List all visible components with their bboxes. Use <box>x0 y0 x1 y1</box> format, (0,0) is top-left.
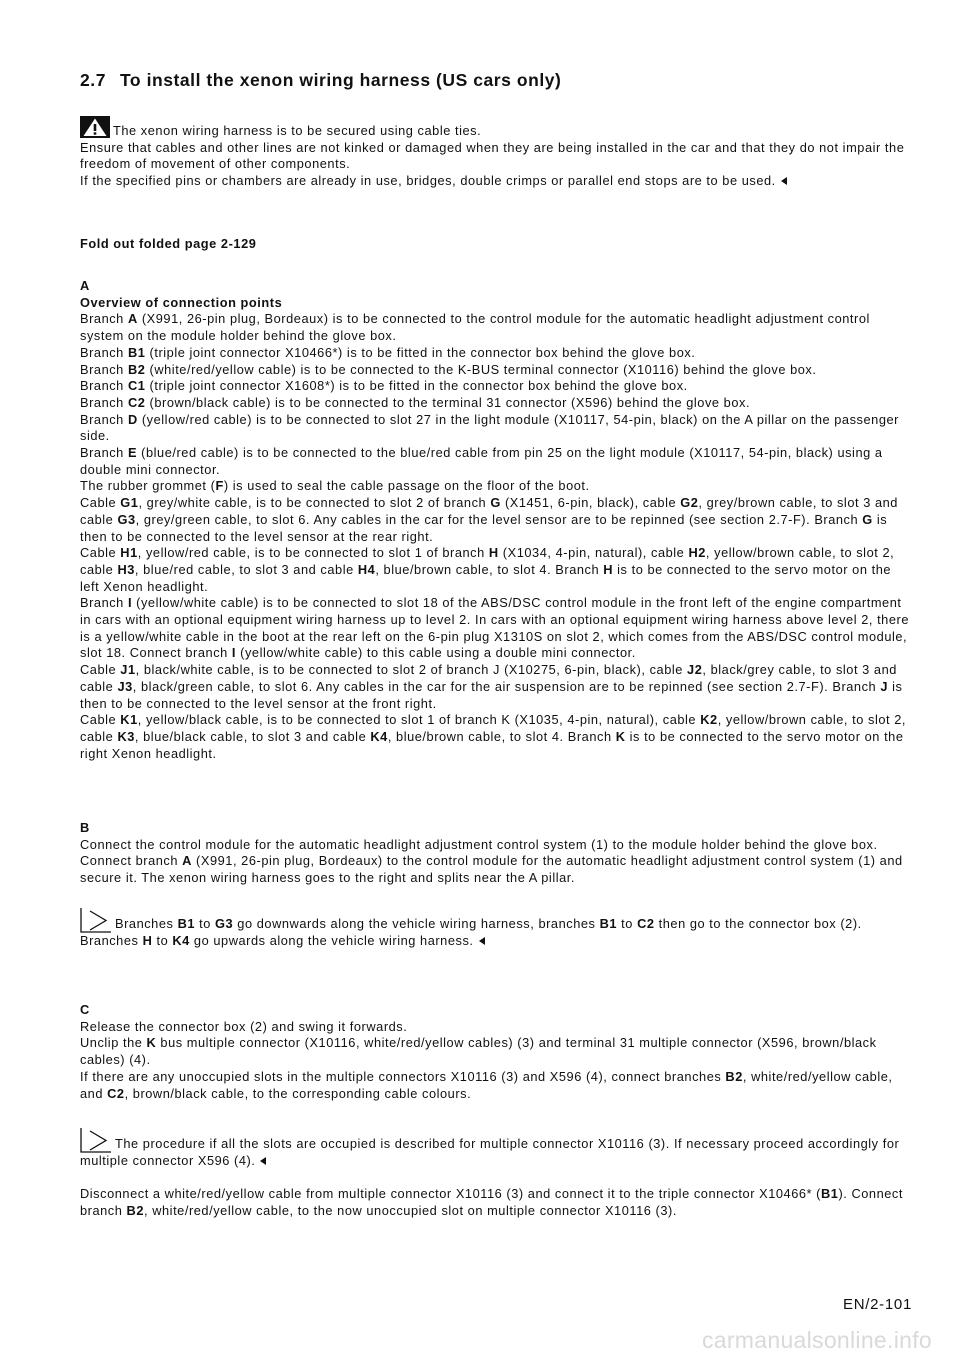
bold-reference: K <box>615 728 626 744</box>
section-title <box>80 70 561 91</box>
bold-reference: B1 <box>599 916 618 931</box>
bold-reference: B1 <box>820 1186 839 1201</box>
warning-line-2: Ensure that cables and other lines are not kinked or damaged when they are being installed in the car and that they do not impair the freedom of movement of other components. <box>80 139 905 172</box>
body-paragraph: Unclip the K bus multiple connector (X10116, white/red/yellow cables) (3) and terminal 31 multiple connector (X596, brown/black cables) (4). <box>80 1035 877 1068</box>
bold-reference: K1 <box>120 712 138 728</box>
body-paragraph: Branch B2 (white/red/yellow cable) is to be connected to the K-BUS terminal connector (X10116) behind the glove box. <box>80 361 817 377</box>
bold-reference: B2 <box>725 1068 743 1084</box>
note-block-2 <box>80 1127 910 1170</box>
body-paragraph: If there are any unoccupied slots in the multiple connectors X10116 (3) and X596 (4), connect branches B2, white/red/yellow cable, and C2, brown/black cable, to the corresponding cable colours. <box>80 1068 893 1101</box>
bold-reference: I <box>127 595 133 611</box>
warning-line-1: The xenon wiring harness is to be secured using cable ties. <box>80 116 910 140</box>
bold-reference: H1 <box>120 545 138 561</box>
section-c <box>80 1002 910 1102</box>
bold-reference: K2 <box>700 712 718 728</box>
warning-triangle-icon <box>80 116 110 138</box>
bold-reference: C1 <box>127 378 146 394</box>
bold-reference: H <box>142 933 153 948</box>
body-paragraph: Branch C1 (triple joint connector X1608*) is to be fitted in the connector box behind the glove box. <box>80 378 688 394</box>
bold-reference: B2 <box>127 361 146 377</box>
body-paragraph: Branch D (yellow/red cable) is to be connected to slot 27 in the light module (X10117, 54-pin, black) on the A pillar on the passenger side. <box>80 411 899 444</box>
bold-reference: B2 <box>126 1202 145 1218</box>
bold-reference: I <box>231 645 237 661</box>
bold-reference: A <box>182 853 192 869</box>
body-paragraph: Branch A (X991, 26-pin plug, Bordeaux) is to be connected to the control module for the automatic headlight adjustment control system on the module holder behind the glove box. <box>80 311 870 344</box>
foldout-reference: Fold out folded page 2-129 <box>80 236 257 251</box>
bold-reference: K3 <box>117 728 135 744</box>
bold-reference: E <box>127 445 138 461</box>
section-a-heading: Overview of connection points <box>80 294 283 310</box>
body-paragraph: Cable H1, yellow/red cable, is to be connected to slot 1 of branch H (X1034, 4-pin, natural), cable H2, yellow/brown cable, to slot 2, cable H3, blue/red cable, to slot 3 and cable H4, blue/brown cable, to slot 4. Branch H is to be connected to the servo motor on the left Xenon headlight. <box>80 545 895 594</box>
bold-reference: K4 <box>370 728 388 744</box>
body-paragraph: Branch C2 (brown/black cable) is to be connected to the terminal 31 connector (X596) behind the glove box. <box>80 394 751 410</box>
bold-reference: G1 <box>120 495 139 511</box>
body-paragraph: Branch E (blue/red cable) is to be connected to the blue/red cable from pin 25 on the light module (X10117, 54-pin, black) using a double mini connector. <box>80 445 883 477</box>
bold-reference: H <box>488 545 499 561</box>
note-arrow-icon <box>80 1127 112 1153</box>
section-b <box>80 820 910 887</box>
bold-reference: A <box>127 311 138 327</box>
bold-reference: H2 <box>688 545 706 561</box>
body-paragraph: The rubber grommet (F) is used to seal the cable passage on the floor of the boot. <box>80 478 590 494</box>
warning-block <box>80 116 910 190</box>
bold-reference: K4 <box>172 933 190 948</box>
bold-reference: G2 <box>680 495 699 511</box>
bold-reference: K <box>146 1035 157 1051</box>
section-heading-text: To install the xenon wiring harness (US cars only) <box>119 70 562 90</box>
bold-reference: B1 <box>177 916 196 931</box>
bold-reference: H <box>603 561 614 577</box>
section-c-letter: C <box>80 1002 90 1017</box>
bold-reference: B1 <box>127 344 146 360</box>
bold-reference: G <box>862 511 873 527</box>
final-paragraph: Disconnect a white/red/yellow cable from multiple connector X10116 (3) and connect it to the triple connector X10466* (B1). Connect branch B2, white/red/yellow cable, to the now unoccupied slot on multiple connector X10116 (3). <box>80 1186 903 1218</box>
section-b-letter: B <box>80 820 90 835</box>
bold-reference: C2 <box>127 394 146 410</box>
watermark: carmanualsonline.info <box>701 1327 932 1353</box>
section-c-body <box>80 1019 910 1103</box>
bold-reference: C2 <box>637 916 655 931</box>
bold-reference: J3 <box>117 678 133 694</box>
bold-reference: F <box>215 478 224 494</box>
bold-reference: C2 <box>107 1085 125 1101</box>
bold-reference: J <box>880 678 888 694</box>
bold-reference: G3 <box>215 916 234 931</box>
bold-reference: H4 <box>357 561 376 577</box>
end-marker-icon <box>479 937 485 945</box>
section-a <box>80 278 910 762</box>
end-marker-icon <box>260 1157 266 1165</box>
body-paragraph: Cable K1, yellow/black cable, is to be connected to slot 1 of branch K (X1035, 4-pin, natural), cable K2, yellow/brown cable, to slot 2, cable K3, blue/black cable, to slot 3 and cable K4, blue/brown cable, to slot 4. Branch K is to be connected to the servo motor on the right Xenon headlight. <box>80 712 906 761</box>
note-1-line-2: Branches H to K4 go upwards along the vehicle wiring harness. <box>80 933 910 950</box>
end-marker-icon <box>781 177 787 185</box>
bold-reference: G <box>490 495 501 511</box>
body-paragraph: Cable J1, black/white cable, is to be connected to slot 2 of branch J (X10275, 6-pin, black), cable J2, black/grey cable, to slot 3 and cable J3, black/green cable, to slot 6. Any cables in the car for the air suspension are to be repinned (see section 2.7-F). Branch J is then to be connected to the level sensor at the front right. <box>80 662 903 711</box>
bold-reference: G3 <box>117 511 136 527</box>
note-1-line-1: Branches B1 to G3 go downwards along the vehicle wiring harness, branches B1 to C2 then go to the connector box (2). <box>80 907 910 933</box>
note-block-1 <box>80 907 910 950</box>
warning-line-3: If the specified pins or chambers are already in use, bridges, double crimps or parallel end stops are to be used. <box>80 173 910 190</box>
bold-reference: J2 <box>687 662 703 678</box>
body-paragraph: Cable G1, grey/white cable, is to be connected to slot 2 of branch G (X1451, 6-pin, black), cable G2, grey/brown cable, to slot 3 and cable G3, grey/green cable, to slot 6. Any cables in the car for the level sensor are to be repinned (see section 2.7-F). Branch G is then to be connected to the level sensor at the rear right. <box>80 495 898 544</box>
body-paragraph: Branch B1 (triple joint connector X10466*) is to be fitted in the connector box behind the glove box. <box>80 344 696 360</box>
section-a-body <box>80 311 910 762</box>
note-2-text: The procedure if all the slots are occupied is described for multiple connector X10116 (3). If necessary proceed accordingly for multiple connector X596 (4). <box>80 1127 910 1170</box>
section-a-letter: A <box>80 278 90 293</box>
bold-reference: J1 <box>120 662 136 678</box>
body-paragraph: Release the connector box (2) and swing it forwards. <box>80 1018 408 1034</box>
bold-reference: H3 <box>117 561 135 577</box>
page-number: EN/2-101 <box>843 1296 912 1313</box>
body-paragraph: Branch I (yellow/white cable) is to be connected to slot 18 of the ABS/DSC control module in the front left of the engine compartment in cars with an optional equipment wiring harness up to level 2. In cars with an optional equipment wiring harness above level 2, there is a yellow/white cable in the boot at the rear left on the 6-pin plug X1310S on slot 2, which comes from the ABS/DSC control module, slot 18. Connect branch I (yellow/white cable) to this cable using a double mini connector. <box>80 595 909 661</box>
section-number: 2.7 <box>80 70 106 90</box>
note-arrow-icon <box>80 907 112 933</box>
bold-reference: D <box>127 411 138 427</box>
section-b-body: Connect the control module for the automatic headlight adjustment control system (1) to the module holder behind the glove box. Connect branch A (X991, 26-pin plug, Bordeaux) to the control module for the automatic headlight adjustment control system (1) and secure it. The xenon wiring harness goes to the right and splits near the A pillar. <box>80 836 903 886</box>
